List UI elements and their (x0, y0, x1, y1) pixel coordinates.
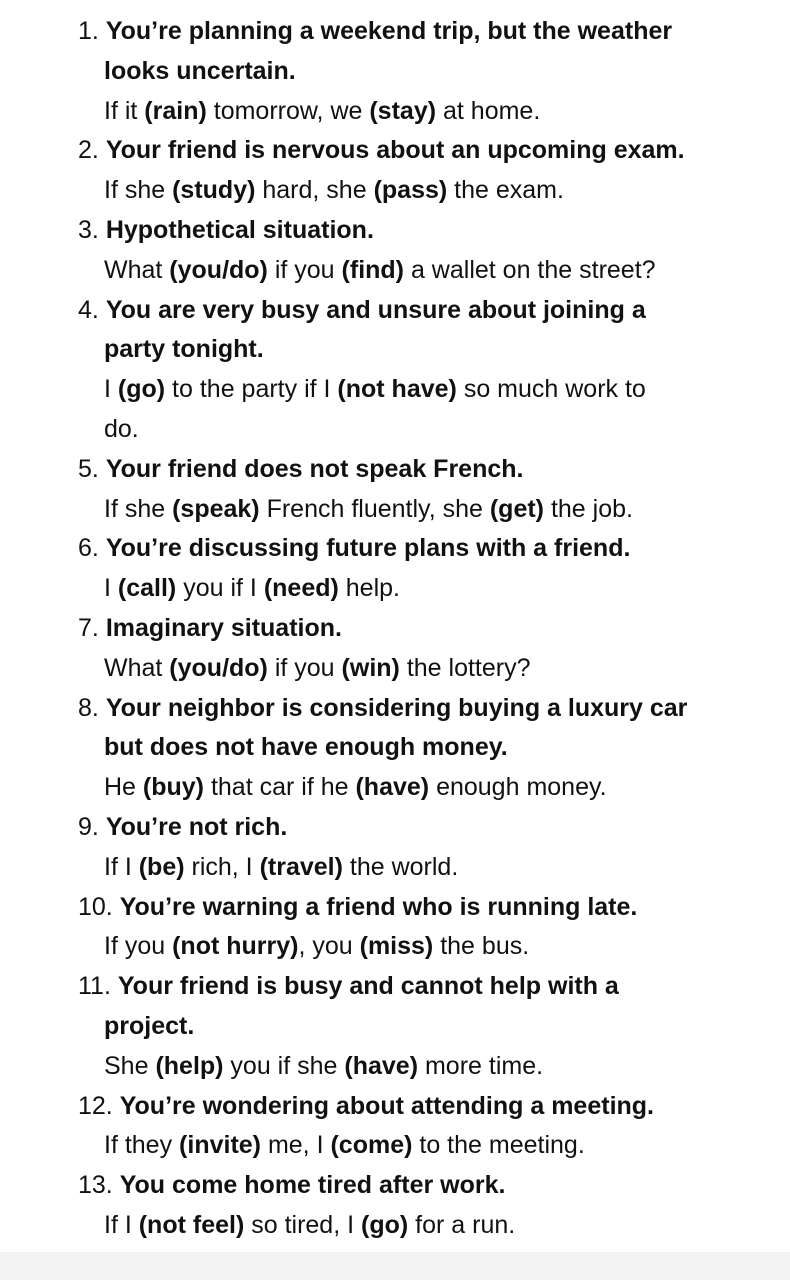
exercise-item (0, 1087, 790, 1167)
verb-cue: (not have) (337, 375, 457, 404)
verb-cue: (buy) (142, 773, 205, 802)
exercise-number: 3. (78, 215, 99, 244)
exercise-sentence (0, 171, 790, 211)
verb-cue: (come) (330, 1131, 413, 1160)
exercise-prompt (0, 450, 790, 490)
sentence-text: I (104, 574, 118, 603)
sentence-text: if you (267, 653, 342, 682)
exercise-prompt (0, 211, 790, 251)
verb-cue: (you/do) (169, 653, 268, 682)
exercise-sentence (0, 251, 790, 291)
exercise-prompt-continuation: party tonight. (104, 335, 264, 364)
verb-cue: (help) (155, 1051, 224, 1080)
verb-cue: (go) (117, 375, 166, 404)
exercise-item (0, 888, 790, 968)
exercise-prompt-text: Imaginary situation. (105, 613, 342, 642)
verb-cue: (find) (341, 255, 405, 284)
sentence-text: I (104, 375, 118, 404)
sentence-text: the bus. (433, 932, 530, 961)
verb-cue: (have) (344, 1051, 419, 1080)
exercise-sentence (0, 370, 790, 410)
exercise-number: 12. (78, 1091, 113, 1120)
exercise-prompt-text: You’re discussing future plans with a friend. (105, 534, 631, 563)
sentence-text: hard, she (255, 176, 374, 205)
verb-cue: (need) (263, 574, 339, 603)
exercise-prompt-text: You come home tired after work. (119, 1171, 506, 1200)
page-bottom-strip (0, 1252, 790, 1280)
verb-cue: (travel) (259, 852, 343, 881)
exercise-prompt (0, 291, 790, 331)
verb-cue: (pass) (373, 176, 448, 205)
sentence-text: a wallet on the street? (404, 255, 656, 284)
sentence-text: do. (104, 414, 139, 443)
verb-cue: (win) (341, 653, 400, 682)
sentence-text: so much work to (456, 375, 646, 404)
exercise-prompt (0, 689, 790, 729)
exercise-item (0, 450, 790, 530)
sentence-text: help. (338, 574, 400, 603)
sentence-text: the world. (342, 852, 459, 881)
verb-cue: (rain) (144, 96, 207, 125)
verb-cue: (get) (489, 494, 544, 523)
sentence-text: the lottery? (399, 653, 531, 682)
exercise-prompt-text: Your friend is busy and cannot help with a (117, 972, 619, 1001)
verb-cue: (have) (355, 773, 430, 802)
exercise-item (0, 967, 790, 1086)
sentence-text: you if she (223, 1051, 345, 1080)
exercise-item (0, 529, 790, 609)
exercise-number: 10. (78, 892, 113, 921)
sentence-text: so tired, I (244, 1210, 361, 1239)
sentence-text: more time. (418, 1051, 544, 1080)
sentence-text: If they (104, 1131, 180, 1160)
exercise-sentence (0, 1206, 790, 1246)
exercise-item (0, 12, 790, 131)
sentence-text: the job. (544, 494, 633, 523)
sentence-text: What (104, 255, 170, 284)
sentence-text: the exam. (447, 176, 564, 205)
exercise-prompt (0, 12, 790, 52)
verb-cue: (not feel) (138, 1210, 245, 1239)
exercise-sentence (0, 649, 790, 689)
sentence-text: If you (104, 932, 173, 961)
exercise-prompt-text: You’re warning a friend who is running late. (119, 892, 638, 921)
verb-cue: (go) (361, 1210, 409, 1239)
sentence-text: for a run. (408, 1210, 516, 1239)
sentence-text: rich, I (184, 852, 260, 881)
sentence-text: If it (104, 96, 145, 125)
exercise-sentence (0, 569, 790, 609)
exercise-number: 4. (78, 295, 99, 324)
exercise-prompt-text: Hypothetical situation. (105, 215, 374, 244)
exercise-sentence (0, 410, 790, 450)
sentence-text: at home. (436, 96, 541, 125)
exercise-number: 8. (78, 693, 99, 722)
verb-cue: (call) (117, 574, 177, 603)
exercise-item (0, 808, 790, 888)
exercise-number: 5. (78, 454, 99, 483)
verb-cue: (stay) (369, 96, 437, 125)
sentence-text: French fluently, she (259, 494, 490, 523)
exercise-prompt-text: Your friend does not speak French. (105, 454, 524, 483)
exercise-prompt-continuation: looks uncertain. (104, 56, 296, 85)
sentence-text: He (104, 773, 143, 802)
exercise-item (0, 291, 790, 450)
verb-cue: (you/do) (169, 255, 268, 284)
exercise-prompt-text: You are very busy and unsure about joining a (105, 295, 646, 324)
exercise-item (0, 131, 790, 211)
exercise-number: 1. (78, 17, 99, 45)
exercise-prompt-continuation: project. (104, 1011, 195, 1040)
sentence-text: If she (104, 494, 173, 523)
exercise-prompt-text: You’re planning a weekend trip, but the weather (105, 17, 673, 45)
exercise-prompt (0, 1087, 790, 1127)
verb-cue: (invite) (179, 1131, 261, 1160)
exercise-sentence (0, 927, 790, 967)
sentence-text: to the party if I (165, 375, 338, 404)
exercise-prompt (0, 808, 790, 848)
sentence-text: to the meeting. (412, 1131, 585, 1160)
exercise-sentence (0, 1047, 790, 1087)
exercise-number: 6. (78, 534, 99, 563)
exercise-prompt (0, 609, 790, 649)
exercise-prompt (0, 967, 790, 1007)
exercise-prompt (0, 888, 790, 928)
sentence-text: She (104, 1051, 156, 1080)
exercise-number: 7. (78, 613, 99, 642)
exercise-sentence (0, 1126, 790, 1166)
sentence-text: , you (298, 932, 360, 961)
exercise-item (0, 689, 790, 808)
exercise-prompt-text: Your neighbor is considering buying a luxury car (105, 693, 688, 722)
exercise-item (0, 609, 790, 689)
exercise-list (0, 12, 790, 1246)
sentence-text: tomorrow, we (206, 96, 370, 125)
sentence-text: If I (104, 1210, 139, 1239)
exercise-prompt-continuation: but does not have enough money. (104, 733, 508, 762)
exercise-sentence (0, 848, 790, 888)
sentence-text: you if I (176, 574, 264, 603)
sentence-text: If I (104, 852, 139, 881)
exercise-prompt-text: You’re wondering about attending a meeting. (119, 1091, 654, 1120)
sentence-text: that car if he (204, 773, 356, 802)
exercise-number: 2. (78, 136, 99, 165)
sentence-text: enough money. (429, 773, 607, 802)
exercise-number: 11. (78, 972, 111, 1001)
exercise-prompt (0, 1166, 790, 1206)
exercise-item (0, 211, 790, 291)
sentence-text: What (104, 653, 170, 682)
exercise-sentence (0, 768, 790, 808)
exercise-sentence (0, 490, 790, 530)
sentence-text: If she (104, 176, 173, 205)
exercise-item (0, 1166, 790, 1246)
sentence-text: me, I (261, 1131, 331, 1160)
exercise-prompt-text: Your friend is nervous about an upcoming exam. (105, 136, 685, 165)
exercise-number: 13. (78, 1171, 113, 1200)
sentence-text: if you (267, 255, 342, 284)
exercise-number: 9. (78, 812, 99, 841)
verb-cue: (be) (138, 852, 185, 881)
verb-cue: (not hurry) (172, 932, 299, 961)
verb-cue: (study) (172, 176, 256, 205)
exercise-prompt-text: You’re not rich. (105, 812, 288, 841)
exercise-sentence (0, 92, 790, 132)
exercise-prompt (0, 131, 790, 171)
exercise-prompt (0, 529, 790, 569)
verb-cue: (speak) (172, 494, 260, 523)
verb-cue: (miss) (359, 932, 434, 961)
